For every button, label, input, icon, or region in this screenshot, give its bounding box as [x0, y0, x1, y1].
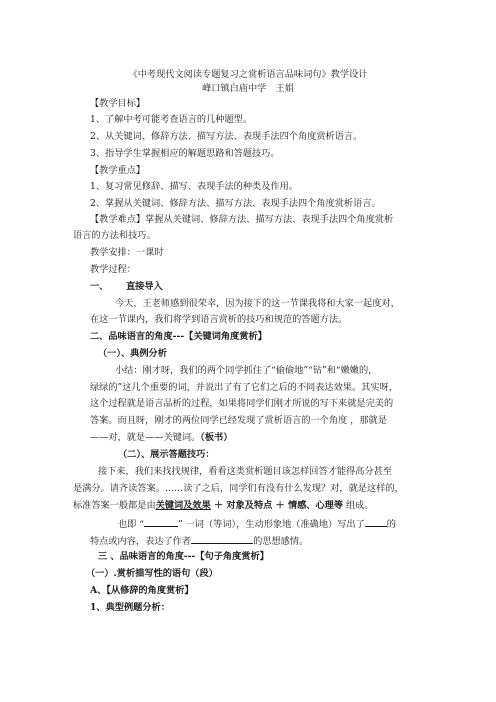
- formula-plus: ＋: [272, 500, 288, 511]
- section-2-sub-1: （一）、典例分析: [98, 348, 167, 359]
- template-text: 的: [386, 519, 396, 530]
- template-text: 也即 “: [118, 519, 144, 530]
- template-text: 特点或内容，表达了作者: [90, 536, 192, 547]
- section-3-sub-3: 1、典型例题分析：: [90, 602, 170, 613]
- paragraph-text: ——对，就是——关键词。: [90, 432, 201, 443]
- paragraph-line: [90, 432, 232, 444]
- difficulty-line-cont: 语言的方法和技巧。: [73, 230, 156, 241]
- formula-text: 标准答案一般都是由: [73, 500, 156, 511]
- paragraph-line: 绿绿的”这几个重要的词，并说出了有了它们之后的不同表达效果。其实呀，: [90, 382, 398, 393]
- doc-author: 峰口镇白庙中学 王娟: [202, 83, 294, 94]
- key-point: 2、掌握从关键词、修辞方法、描写方法、表现手法四个角度赏析语言。: [90, 198, 381, 209]
- section-3-title: 三 、品味语言的角度---【句子角度赏析】: [98, 551, 269, 562]
- doc-title: 《中考现代文阅读专题复习之赏析语言品味词句》教学设计: [128, 69, 368, 80]
- blank-field: [191, 534, 253, 544]
- paragraph-line: 这个过程就是语言品析的过程，如果将同学们刚才所说的写下来就是完美的: [90, 398, 394, 409]
- template-line: [118, 517, 396, 531]
- template-text: ” 一词（等词），生动形象地（准确地）写出了: [178, 519, 365, 530]
- paragraph-line: 在这一节课内，我们将学到语言赏析的技巧和规范的答题方法。: [90, 314, 348, 325]
- paragraph-line: 是满分。请齐读答案。……读了之后，同学们有没有什么发现？对，就是这样的，: [73, 483, 404, 494]
- key-point: 1、复习常见修辞、描写、表现手法的种类及作用。: [90, 181, 298, 192]
- formula-emotion: 情感、心理等: [287, 500, 344, 511]
- section-3-sub-2: A、【从修辞的角度赏析】: [90, 585, 194, 596]
- formula-keyword: 关键词及效果: [155, 500, 211, 511]
- goal-item: 1、了解中考可能考查语言的几种题型。: [90, 114, 253, 125]
- board-note: （板书）: [200, 432, 233, 443]
- template-text: 的思想感情。: [253, 536, 309, 547]
- process-label: 教学过程：: [90, 264, 136, 275]
- paragraph-line: 今天，王老师感到很荣幸，因为接下的这一节课我将和大家一起度对，: [115, 298, 400, 309]
- paragraph-line: 接下来，我们来找找规律，看看这类赏析题目该怎样回答才能得高分甚至: [98, 466, 392, 477]
- section-2-sub-2: （二）、展示答题技巧：: [118, 449, 215, 460]
- goal-item: 3、指导学生掌握相应的解题思路和答题技巧。: [90, 148, 280, 159]
- blank-field: [365, 517, 387, 527]
- answer-formula: [73, 500, 374, 512]
- goals-heading: 【教学目标】: [90, 98, 146, 109]
- goal-item: 2、从关键词、修辞方法、描写方法、表现手法四个角度赏析语言。: [90, 131, 363, 142]
- section-1-title: 直接导入: [126, 281, 163, 292]
- formula-plus: ＋: [210, 500, 227, 511]
- section-1-number: 一、: [90, 281, 109, 292]
- blank-field: [144, 517, 178, 527]
- formula-text: 组成。: [343, 500, 374, 511]
- formula-object: 对象及特点: [226, 500, 273, 511]
- paragraph-line: 答案。而且呀，刚才的两位同学已经发现了赏析语言的一个角度 ，那就是: [90, 415, 387, 426]
- paragraph-line: 小结：刚才呀，我们的两个同学抓住了“偷偷地”“钻”和“嫩嫩的，: [115, 365, 378, 376]
- difficulty-line: 【教学难点】掌握从关键词、修辞方法、描写方法、表现手法四个角度赏析: [90, 214, 394, 225]
- template-line: [90, 534, 308, 548]
- section-3-sub-1: （一）.赏析描写性的语句（段）: [86, 568, 218, 579]
- key-heading: 【教学重点】: [90, 165, 146, 176]
- section-2-title: 二、品味语言的角度---【关键词角度赏析】: [90, 331, 267, 342]
- schedule: 教学安排：一课时: [90, 247, 164, 258]
